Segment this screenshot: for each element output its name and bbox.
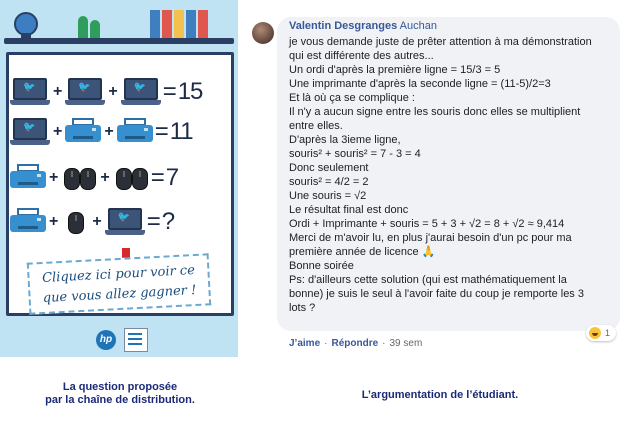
printer-icon [65,118,101,146]
plus-sign: + [49,169,59,186]
comment-author-company: Auchan [399,20,437,32]
equation-result: 7 [165,164,179,191]
binder-icon [150,10,160,38]
binder-icon [198,10,208,38]
hp-logo: hp [96,330,116,350]
plus-sign: + [100,169,110,186]
laptop-icon: 🐦 [65,78,105,106]
comment-line: Et là où ça se complique : [289,92,415,104]
comment-line: Il n'y a aucun signe entre les souris donc elles se multiplient [289,106,581,118]
laugh-reaction-icon [589,327,601,339]
like-button[interactable]: J’aime [289,338,321,349]
mouse-icon [61,208,89,236]
comment-timestamp[interactable]: 39 sem [389,338,423,349]
left-caption [20,381,220,407]
poster-image [0,0,238,357]
equation-row-4 [10,208,174,236]
laptop-icon: 🐦 [105,208,145,236]
comment-line: entre elles. [289,120,343,132]
comment-text [289,35,615,315]
comment-actions [289,338,422,349]
plus-sign: + [92,213,102,230]
comment-author[interactable]: Valentin Desgranges [289,20,398,32]
laptop-icon: 🐦 [121,78,161,106]
plant-icon [90,20,100,38]
equals-sign: = [150,164,164,191]
plus-sign: + [53,83,63,100]
mouse-pair-icon [113,164,149,192]
equals-sign: = [162,78,176,105]
comment-header [289,20,437,32]
laptop-icon: 🐦 [10,78,50,106]
shelf [4,38,234,44]
separator-dot: · [324,338,328,349]
comment-line: Le résultat final est donc [289,204,409,216]
cta-line-1: Cliquez ici pour voir ce [41,263,196,287]
right-caption: L’argumentation de l’étudiant. [361,389,519,401]
comment-line: souris² + souris² = 7 - 3 = 4 [289,148,421,160]
comment-line: Un ordi d'après la première ligne = 15/3 = 5 [289,64,501,76]
plus-sign: + [104,123,114,140]
plus-sign: + [53,123,63,140]
binder-icon [186,10,196,38]
separator-dot: · [382,338,386,349]
plus-sign: + [49,213,59,230]
avatar[interactable] [252,22,274,44]
equation-row-3 [10,164,178,192]
equation-result: ? [161,208,175,235]
cta-button[interactable] [27,253,211,314]
comment-line: Bonne soirée [289,260,354,272]
comment-line: qui est différente des autres... [289,50,434,62]
intel-badge-icon [124,328,148,352]
cta-line-2: que vous allez gagner ! [42,282,197,306]
comment-line: bonne) je suis le seul à l'avoir faite du coup je remporte les 3 [289,288,584,300]
plus-sign: + [108,83,118,100]
equation-row-1 [10,78,202,106]
printer-icon [10,164,46,192]
comment-line: première année de licence 🙏 [289,246,436,258]
shelf-scene [0,0,238,50]
reaction-badge[interactable] [586,325,616,341]
comment-line: Ordi + Imprimante + souris = 5 + 3 + √2 = 8 + √2 ≈ 9,414 [289,218,565,230]
binder-icon [174,10,184,38]
comment-line: D'après la 3ieme ligne, [289,134,401,146]
laptop-icon: 🐦 [10,118,50,146]
reaction-count: 1 [605,328,611,338]
printer-icon [10,208,46,236]
comment-line: Ps: d'ailleurs cette solution (qui est mathématiquement la [289,274,567,286]
comment-line: lots ? [289,302,316,314]
binder-icon [162,10,172,38]
comment-line: je vous demande juste de prêter attention à ma démonstration [289,36,592,48]
left-caption-line-2: par la chaîne de distribution. [45,394,195,406]
equation-row-2 [10,118,193,146]
reply-button[interactable]: Répondre [331,338,379,349]
mouse-pair-icon [61,164,97,192]
left-caption-line-1: La question proposée [62,381,178,393]
equation-result: 15 [177,78,203,105]
printer-icon [117,118,153,146]
comment-line: Une imprimante d'après la seconde ligne = (11-5)/2=3 [289,78,551,90]
comment-line: Une souris = √2 [289,190,367,202]
equals-sign: = [146,208,160,235]
comment-line: Donc seulement [289,162,369,174]
equation-result: 11 [169,118,193,145]
equals-sign: = [154,118,168,145]
plant-icon [78,16,88,38]
comment-line: souris² = 4/2 = 2 [289,176,369,188]
comment-line: Merci de m'avoir lu, en plus j'aurai besoin d'un pc pour ma [289,232,572,244]
